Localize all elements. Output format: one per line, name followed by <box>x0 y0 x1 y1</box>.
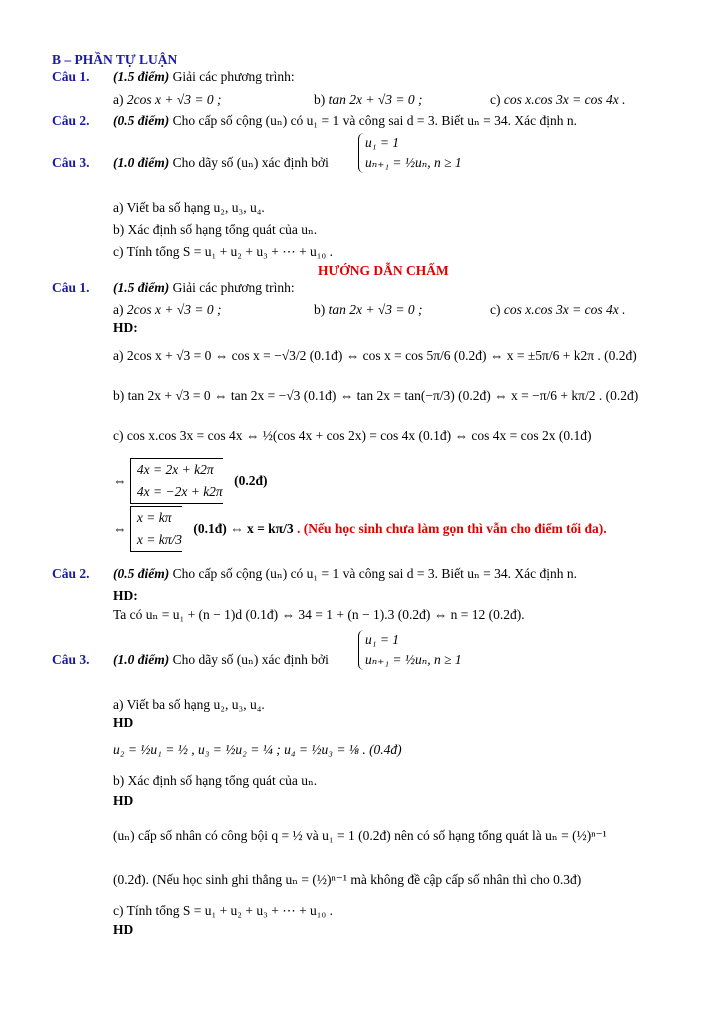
q1-a-prefix: a) <box>113 92 124 107</box>
ans1-sys-a2: 4x = −2x + k2π <box>136 484 223 499</box>
q2-label: Câu 2. <box>52 113 90 128</box>
ans3-system <box>358 630 462 670</box>
ans1-q-c-eq: cos x.cos 3x = cos 4x . <box>503 302 626 317</box>
ans3-b-line2: (0.2đ). (Nếu học sinh ghi thẳng uₙ = (½)ⁿ⁻¹ mà không đề cập cấp số nhân thì cho 0.3đ) <box>113 872 582 887</box>
q3-system-brace <box>358 133 462 173</box>
q3-a: a) Viết ba số hạng u₂, u₃, u₄. <box>113 200 265 215</box>
ans1-q-b <box>314 302 423 318</box>
q1-c-eq: cos x.cos 3x = cos 4x . <box>503 92 626 107</box>
q1-b <box>314 92 423 108</box>
ans2-text: Cho cấp số cộng (uₙ) có u₁ = 1 và công sai d = 3. Biết uₙ = 34. Xác định n. <box>172 566 578 581</box>
ans2-points: (0.5 điểm) <box>113 566 170 581</box>
q3-sys-line2: uₙ₊₁ = ½uₙ, n ≥ 1 <box>365 155 462 170</box>
ans1-q-a-prefix: a) <box>113 302 124 317</box>
q1-c <box>490 92 625 108</box>
q3-c: c) Tính tổng S = u₁ + u₂ + u₃ + ⋯ + u₁₀ . <box>113 244 333 259</box>
q1-label: Câu 1. <box>52 69 90 84</box>
q1-c-prefix: c) <box>490 92 501 107</box>
ans1-system-a <box>113 458 267 504</box>
q3-sys-line1: u₁ = 1 <box>365 135 400 150</box>
ans3-hd-c: HD <box>113 922 134 937</box>
ans1-header <box>113 280 295 296</box>
q1-a <box>113 92 222 108</box>
ans1-q-c <box>490 302 625 318</box>
q2-text: Cho cấp số cộng (uₙ) có u₁ = 1 và công sai d = 3. Biết uₙ = 34. Xác định n. <box>172 113 578 128</box>
ans1-label: Câu 1. <box>52 280 90 295</box>
ans1-q-b-eq: tan 2x + √3 = 0 ; <box>328 302 423 317</box>
section-title: B – PHẦN TỰ LUẬN <box>52 52 178 67</box>
q3-system <box>358 133 462 173</box>
ans1-q-b-prefix: b) <box>314 302 326 317</box>
q1-b-prefix: b) <box>314 92 326 107</box>
ans1-b-line: b) tan 2x + √3 = 0 ⇔ tan 2x = −√3 (0.1đ) ⇔ tan 2x = tan(−π/3) (0.2đ) ⇔ x = −π/6 + kπ/2 . (0.2đ) <box>113 388 639 403</box>
ans2-label: Câu 2. <box>52 566 90 581</box>
ans1-bracket-b <box>130 506 182 552</box>
ans3-question <box>113 652 329 668</box>
ans2-hd: HD: <box>113 588 138 603</box>
q3-body <box>113 155 329 171</box>
ans3-sys-line2: uₙ₊₁ = ½uₙ, n ≥ 1 <box>365 652 462 667</box>
q1-prompt: Giải các phương trình: <box>172 69 295 84</box>
ans3-system-brace <box>358 630 462 670</box>
ans3-label: Câu 3. <box>52 652 90 667</box>
ans1-points: (1.5 điểm) <box>113 280 170 295</box>
ans1-sys-b-points: (0.1đ) ⇔ x = kπ/3 <box>193 521 294 536</box>
ans3-q-a: a) Viết ba số hạng u₂, u₃, u₄. <box>113 697 265 712</box>
q2-body <box>113 113 577 129</box>
ans1-sys-b1: x = kπ <box>136 510 172 525</box>
ans1-prompt: Giải các phương trình: <box>172 280 295 295</box>
q1-a-eq: 2cos x + √3 = 0 ; <box>126 92 222 107</box>
equivalence-symbol: ⇔ <box>113 473 127 488</box>
ans1-note: . (Nếu học sinh chưa làm gọn thì vẫn cho điểm tối đa). <box>296 521 607 536</box>
q1-points: (1.5 điểm) <box>113 69 170 84</box>
q3-text: Cho dãy số (uₙ) xác định bởi <box>172 155 329 170</box>
q3-points: (1.0 điểm) <box>113 155 170 170</box>
q3-label: Câu 3. <box>52 155 90 170</box>
ans3-hd-a: HD <box>113 715 134 730</box>
guide-title: HƯỚNG DẪN CHẤM <box>318 263 449 278</box>
ans3-a-line: u₂ = ½u₁ = ½ , u₃ = ½u₂ = ¼ ; u₄ = ½u₃ = ⅛ . (0.4đ) <box>113 742 402 757</box>
q3-b: b) Xác định số hạng tổng quát của uₙ. <box>113 222 318 237</box>
ans3-text: Cho dãy số (uₙ) xác định bởi <box>172 652 329 667</box>
ans1-c-line: c) cos x.cos 3x = cos 4x ⇔ ½(cos 4x + cos 2x) = cos 4x (0.1đ) ⇔ cos 4x = cos 2x (0.1đ) <box>113 428 592 443</box>
ans3-q-b: b) Xác định số hạng tổng quát của uₙ. <box>113 773 318 788</box>
ans1-sys-a1: 4x = 2x + k2π <box>136 462 214 477</box>
ans1-q-a <box>113 302 222 318</box>
q1-b-eq: tan 2x + √3 = 0 ; <box>328 92 423 107</box>
ans1-q-a-eq: 2cos x + √3 = 0 ; <box>126 302 222 317</box>
q2-points: (0.5 điểm) <box>113 113 170 128</box>
ans3-b-line1: (uₙ) cấp số nhân có công bội q = ½ và u₁ = 1 (0.2đ) nên có số hạng tổng quát là uₙ = (½)ⁿ⁻¹ <box>113 828 607 843</box>
ans1-system-b <box>113 506 607 552</box>
ans3-points: (1.0 điểm) <box>113 652 170 667</box>
ans3-q-c: c) Tính tổng S = u₁ + u₂ + u₃ + ⋯ + u₁₀ . <box>113 903 333 918</box>
ans1-sys-b2: x = kπ/3 <box>136 532 182 547</box>
ans1-q-c-prefix: c) <box>490 302 501 317</box>
ans1-hd: HD: <box>113 320 138 335</box>
ans3-sys-line1: u₁ = 1 <box>365 632 400 647</box>
ans1-sys-a-points: (0.2đ) <box>234 473 268 488</box>
ans1-a-line: a) 2cos x + √3 = 0 ⇔ cos x = −√3/2 (0.1đ) ⇔ cos x = cos 5π/6 (0.2đ) ⇔ x = ±5π/6 + k2π . (0.2đ) <box>113 348 637 363</box>
ans3-hd-b: HD <box>113 793 134 808</box>
ans2-line: Ta có uₙ = u₁ + (n − 1)d (0.1đ) ⇔ 34 = 1 + (n − 1).3 (0.2đ) ⇔ n = 12 (0.2đ). <box>113 607 525 622</box>
equivalence-symbol-2: ⇔ <box>113 521 127 536</box>
ans2-question <box>113 566 577 582</box>
q1-header <box>113 69 295 85</box>
ans1-bracket-a <box>130 458 223 504</box>
